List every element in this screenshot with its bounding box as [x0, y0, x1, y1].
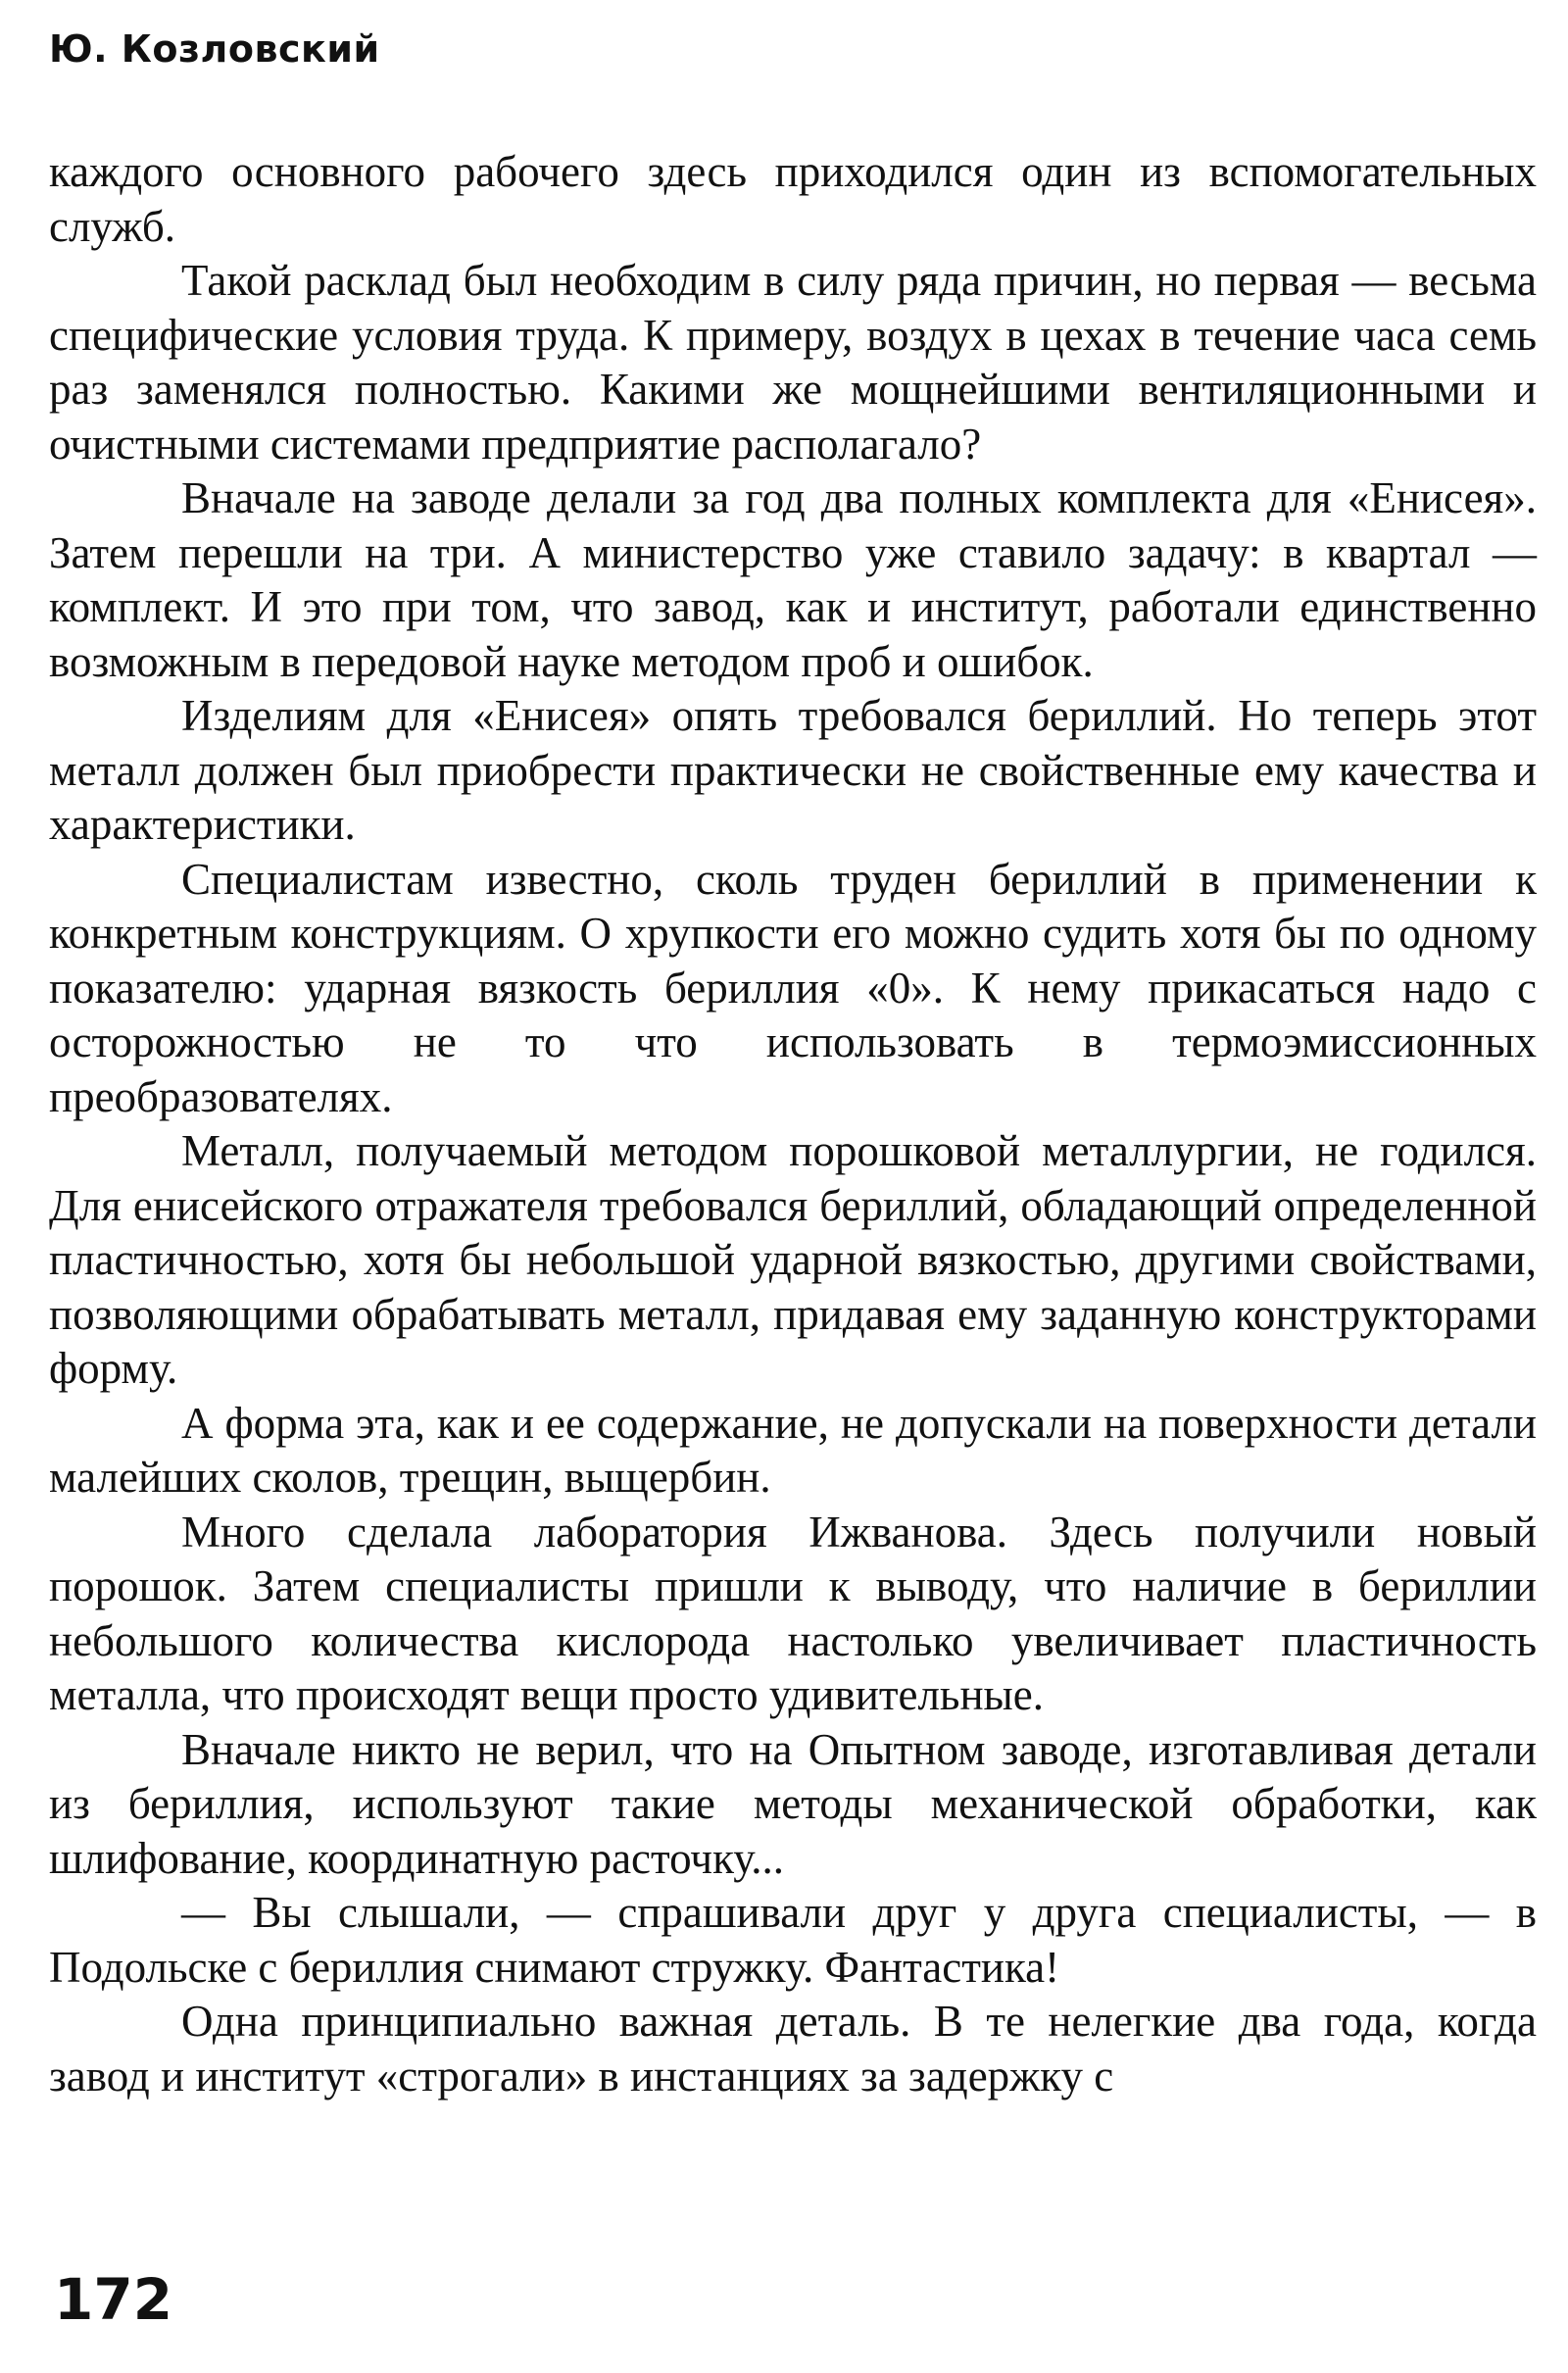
paragraph-continued: каждого основного рабочего здесь приходился один из вспомогательных служб.	[49, 147, 1537, 251]
running-head: Ю. Козловский	[49, 27, 380, 71]
body-text	[49, 145, 1537, 2103]
paragraph: Специалистам известно, сколь труден бериллий в применении к конкретным конструкциям. О хрупкости его можно судить хотя бы по одному показателю: ударная вязкость бериллия «0». К нему прикасаться надо с осторожностью не то что использовать в термоэмиссионных преобразователях.	[49, 854, 1537, 1121]
paragraph: Много сделала лаборатория Ижванова. Здесь получили новый порошок. Затем специалисты пришли к выводу, что наличие в бериллии небольшого количества кислорода настолько увеличивает пластичность металла, что происходят вещи просто удивительные.	[49, 1507, 1537, 1719]
paragraph: Одна принципиально важная деталь. В те нелегкие два года, когда завод и институт «строгали» в инстанциях за задержку с	[49, 1997, 1537, 2101]
paragraph: Вначале никто не верил, что на Опытном заводе, изготавливая детали из бериллия, используют такие методы механической обработки, как шлифование, координатную расточку...	[49, 1724, 1537, 1883]
paragraph: А форма эта, как и ее содержание, не допускали на поверхности детали малейших сколов, трещин, выщербин.	[49, 1398, 1537, 1502]
paragraph: — Вы слышали, — спрашивали друг у друга специалисты, — в Подольске с бериллия снимают стружку. Фантастика!	[49, 1888, 1537, 1992]
paragraph: Изделиям для «Енисея» опять требовался бериллий. Но теперь этот металл должен был приобрести практически не свойственные ему качества и характеристики.	[49, 691, 1537, 849]
paragraph: Металл, получаемый методом порошковой металлургии, не годился. Для енисейского отражателя требовался бериллий, обладающий определенной пластичностью, хотя бы небольшой ударной вязкостью, другими свойствами, позволяющими обрабатывать металл, придавая ему заданную конструкторами форму.	[49, 1126, 1537, 1393]
paragraph: Вначале на заводе делали за год два полных комплекта для «Енисея». Затем перешли на три. А министерство уже ставило задачу: в квартал — комплект. И это при том, что завод, как и институт, работали единственно возможным в передовой науке методом проб и ошибок.	[49, 473, 1537, 686]
paragraph: Такой расклад был необходим в силу ряда причин, но первая — весьма специфические условия труда. К примеру, воздух в цехах в течение часа семь раз заменялся полностью. Какими же мощнейшими вентиляционными и очистными системами предприятие располагало?	[49, 256, 1537, 469]
page-number: 172	[54, 2266, 173, 2333]
